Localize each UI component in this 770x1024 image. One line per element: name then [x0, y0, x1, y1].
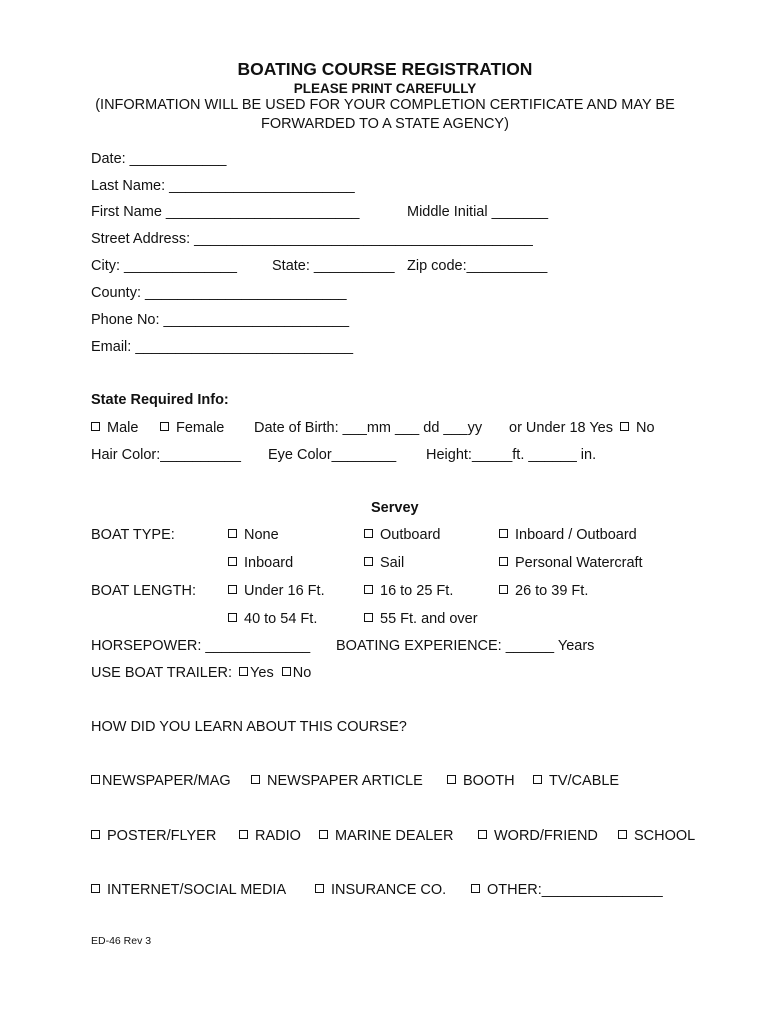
- city-field[interactable]: City: ______________: [91, 258, 237, 274]
- form-title: BOATING COURSE REGISTRATION: [237, 59, 533, 79]
- boat-type-none[interactable]: None: [228, 527, 279, 543]
- learn-newspaper-article[interactable]: NEWSPAPER ARTICLE: [251, 773, 423, 789]
- checkbox-icon[interactable]: [364, 585, 373, 594]
- eye-color-field[interactable]: Eye Color________: [268, 447, 397, 463]
- boat-type-personal-watercraft[interactable]: Personal Watercraft: [499, 555, 643, 571]
- checkbox-icon[interactable]: [533, 775, 542, 784]
- last-name-field[interactable]: Last Name: _______________________: [91, 178, 355, 194]
- checkbox-icon[interactable]: [364, 557, 373, 566]
- female-label: Female: [176, 420, 225, 436]
- trailer-no-label: No: [292, 665, 312, 681]
- learn-word-friend[interactable]: WORD/FRIEND: [478, 828, 598, 844]
- learn-booth[interactable]: BOOTH: [447, 773, 515, 789]
- boat-trailer-row: [91, 665, 311, 681]
- learn-poster-flyer[interactable]: POSTER/FLYER: [91, 828, 216, 844]
- female-option[interactable]: [160, 420, 224, 436]
- learn-marine-dealer[interactable]: MARINE DEALER: [319, 828, 453, 844]
- learn-school[interactable]: SCHOOL: [618, 828, 695, 844]
- survey-heading: Servey: [371, 500, 419, 516]
- checkbox-icon[interactable]: [471, 884, 480, 893]
- trailer-yes-label: Yes: [250, 665, 274, 681]
- checkbox-icon[interactable]: [499, 529, 508, 538]
- height-field[interactable]: Height:_____ft. ______ in.: [426, 447, 597, 463]
- learn-insurance[interactable]: INSURANCE CO.: [315, 882, 446, 898]
- county-field[interactable]: County: _________________________: [91, 285, 347, 301]
- checkbox-icon[interactable]: [364, 613, 373, 622]
- boat-trailer-label: USE BOAT TRAILER:: [91, 665, 233, 681]
- learn-internet-social[interactable]: INTERNET/SOCIAL MEDIA: [91, 882, 286, 898]
- under-18-no-label: No: [636, 420, 655, 436]
- date-field[interactable]: Date: ____________: [91, 151, 227, 167]
- form-id: ED-46 Rev 3: [91, 935, 152, 947]
- middle-initial-field[interactable]: Middle Initial _______: [407, 204, 549, 220]
- under-18-label: or Under 18 Yes: [509, 420, 613, 436]
- street-address-field[interactable]: Street Address: __________________________________________: [91, 231, 533, 247]
- checkbox-icon[interactable]: [499, 557, 508, 566]
- checkbox-icon[interactable]: [239, 830, 248, 839]
- checkbox-icon[interactable]: [91, 830, 100, 839]
- boat-length-label: BOAT LENGTH:: [91, 583, 197, 599]
- boat-type-inboard-outboard[interactable]: Inboard / Outboard: [499, 527, 637, 543]
- male-option[interactable]: [91, 420, 138, 436]
- email-field[interactable]: Email: ___________________________: [91, 339, 354, 355]
- checkbox-icon[interactable]: [315, 884, 324, 893]
- boat-length-55-over[interactable]: 55 Ft. and over: [364, 611, 478, 627]
- checkbox-icon[interactable]: [91, 884, 100, 893]
- female-checkbox[interactable]: [160, 422, 169, 431]
- dob-field[interactable]: Date of Birth: ___mm ___ dd ___yy: [254, 420, 483, 436]
- learn-tv-cable[interactable]: TV/CABLE: [533, 773, 619, 789]
- checkbox-icon[interactable]: [228, 529, 237, 538]
- checkbox-icon[interactable]: [618, 830, 627, 839]
- checkbox-icon[interactable]: [228, 557, 237, 566]
- learn-question: HOW DID YOU LEARN ABOUT THIS COURSE?: [91, 719, 407, 735]
- male-checkbox[interactable]: [91, 422, 100, 431]
- horsepower-field[interactable]: HORSEPOWER: _____________: [91, 638, 311, 654]
- state-info-heading: State Required Info:: [91, 392, 229, 408]
- first-name-field[interactable]: First Name ________________________: [91, 204, 360, 220]
- boat-type-inboard[interactable]: Inboard: [228, 555, 293, 571]
- checkbox-icon[interactable]: [228, 613, 237, 622]
- checkbox-icon[interactable]: [251, 775, 260, 784]
- checkbox-icon[interactable]: [91, 775, 100, 784]
- form-note-line1: (INFORMATION WILL BE USED FOR YOUR COMPLETION CERTIFICATE AND MAY BE: [95, 97, 675, 113]
- learn-radio[interactable]: RADIO: [239, 828, 301, 844]
- form-subtitle: PLEASE PRINT CAREFULLY: [293, 81, 477, 96]
- checkbox-icon[interactable]: [499, 585, 508, 594]
- hair-color-field[interactable]: Hair Color:__________: [91, 447, 241, 463]
- boat-length-40-54[interactable]: 40 to 54 Ft.: [228, 611, 317, 627]
- under-18-yes-option[interactable]: [509, 420, 655, 436]
- checkbox-icon[interactable]: [478, 830, 487, 839]
- zip-code-field[interactable]: Zip code:__________: [407, 258, 548, 274]
- state-field[interactable]: State: __________: [272, 258, 395, 274]
- boating-experience-field[interactable]: BOATING EXPERIENCE: ______ Years: [336, 638, 595, 654]
- under-18-yes-checkbox[interactable]: [620, 422, 629, 431]
- trailer-yes-checkbox[interactable]: [239, 667, 248, 676]
- boat-type-sail[interactable]: Sail: [364, 555, 404, 571]
- checkbox-icon[interactable]: [447, 775, 456, 784]
- boat-type-label: BOAT TYPE:: [91, 527, 175, 543]
- boat-length-26-39[interactable]: 26 to 39 Ft.: [499, 583, 588, 599]
- trailer-no-checkbox[interactable]: [282, 667, 291, 676]
- learn-other[interactable]: OTHER:_______________: [471, 882, 663, 898]
- checkbox-icon[interactable]: [364, 529, 373, 538]
- boat-length-16-25[interactable]: 16 to 25 Ft.: [364, 583, 453, 599]
- male-label: Male: [107, 420, 139, 436]
- boat-type-outboard[interactable]: Outboard: [364, 527, 440, 543]
- checkbox-icon[interactable]: [228, 585, 237, 594]
- learn-newspaper-mag[interactable]: NEWSPAPER/MAG: [91, 773, 231, 789]
- phone-field[interactable]: Phone No: _______________________: [91, 312, 350, 328]
- boat-length-under-16[interactable]: Under 16 Ft.: [228, 583, 325, 599]
- checkbox-icon[interactable]: [319, 830, 328, 839]
- form-note-line2: FORWARDED TO A STATE AGENCY): [261, 116, 509, 132]
